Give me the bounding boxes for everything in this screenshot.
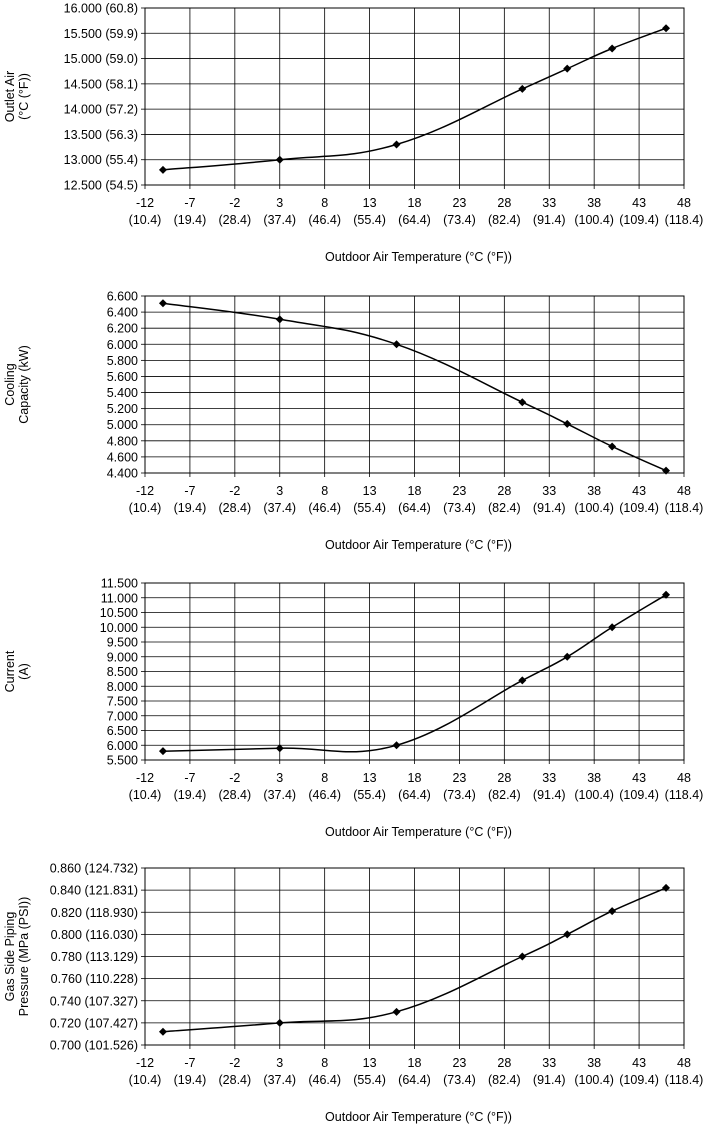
x-tick-sublabel: (64.4) [398, 213, 431, 227]
y-tick-label: 0.700 (101.526) [49, 1038, 138, 1053]
y-tick-label: 5.800 [106, 353, 138, 368]
y-tick-label: 0.740 (107.327) [49, 994, 138, 1009]
x-tick-label: 43 [632, 484, 647, 498]
x-tick-sublabel: (37.4) [263, 788, 297, 802]
x-tick-label: 18 [407, 484, 422, 498]
x-axis-title: Outdoor Air Temperature (°C (°F)) [325, 250, 512, 264]
x-tick-label: 28 [497, 484, 512, 498]
y-tick-label: 12.500 (54.5) [63, 178, 138, 193]
y-axis-title-line: Gas Side Piping [3, 911, 17, 1002]
y-tick-label: 8.500 [106, 665, 138, 679]
x-axis-title: Outdoor Air Temperature (°C (°F)) [325, 538, 512, 552]
y-tick-label: 14.500 (58.1) [63, 77, 138, 92]
x-tick-sublabel: (118.4) [664, 501, 704, 515]
y-axis-title [3, 71, 31, 122]
x-tick-label: -2 [229, 196, 241, 210]
y-tick-label: 6.400 [106, 305, 138, 320]
y-tick-label: 15.000 (59.0) [63, 52, 138, 67]
y-axis-title [3, 650, 31, 692]
current-chart-svg [0, 575, 705, 850]
x-tick-label: 38 [587, 484, 602, 498]
x-tick-label: 18 [407, 196, 422, 210]
x-tick-sublabel: (19.4) [173, 213, 207, 227]
x-axis-title: Outdoor Air Temperature (°C (°F)) [325, 825, 512, 839]
x-tick-label: 33 [542, 196, 557, 210]
x-tick-label: 23 [452, 484, 467, 498]
y-tick-label: 14.000 (57.2) [63, 102, 138, 117]
data-point-marker [662, 884, 670, 892]
y-tick-label: 0.840 (121.831) [49, 883, 138, 898]
x-tick-label: 28 [497, 771, 512, 785]
x-tick-sublabel: (82.4) [488, 501, 521, 515]
x-tick-label: 38 [587, 771, 602, 785]
y-tick-label: 0.860 (124.732) [49, 861, 138, 876]
x-tick-sublabel: (64.4) [398, 1073, 431, 1087]
y-axis-title-line: Outlet Air [3, 70, 17, 123]
cooling-capacity-chart [0, 288, 705, 563]
y-tick-label: 6.500 [106, 724, 138, 738]
y-tick-label: 11.500 [100, 576, 138, 591]
x-tick-sublabel: (10.4) [128, 501, 162, 515]
x-tick-label: -2 [229, 484, 241, 498]
y-tick-label: 0.780 (113.129) [50, 950, 138, 964]
y-tick-label: 5.000 [106, 418, 138, 433]
y-tick-label: 6.600 [106, 289, 138, 304]
y-axis-title-line: Capacity (kW) [17, 345, 31, 424]
y-tick-label: 6.000 [106, 738, 138, 753]
x-tick-sublabel: (100.4) [574, 213, 614, 227]
data-point-marker [393, 340, 401, 348]
x-tick-label: 23 [452, 196, 467, 210]
x-tick-label: 43 [632, 196, 647, 210]
x-tick-sublabel: (82.4) [488, 1073, 521, 1087]
x-tick-sublabel: (73.4) [443, 788, 476, 802]
x-tick-sublabel: (28.4) [218, 501, 252, 515]
y-tick-label: 6.000 [106, 337, 138, 352]
x-tick-label: -12 [135, 196, 155, 210]
data-point-marker [608, 907, 616, 915]
data-point-marker [276, 315, 284, 323]
x-tick-label: -7 [184, 484, 196, 498]
x-tick-sublabel: (10.4) [128, 1073, 162, 1087]
y-tick-label: 10.500 [99, 606, 138, 620]
x-tick-sublabel: (10.4) [128, 788, 162, 802]
x-tick-sublabel: (46.4) [308, 1073, 341, 1087]
data-point-marker [563, 65, 571, 73]
gas-pressure-chart-svg [0, 860, 705, 1134]
y-tick-label: 4.600 [106, 450, 138, 465]
cooling-capacity-chart-svg [0, 288, 705, 563]
x-tick-label: 48 [677, 771, 691, 785]
x-tick-sublabel: (100.4) [574, 501, 614, 515]
x-tick-sublabel: (82.4) [488, 788, 521, 802]
data-point-marker [608, 623, 616, 631]
x-tick-sublabel: (55.4) [353, 1073, 386, 1087]
x-tick-sublabel: (109.4) [619, 213, 659, 227]
y-axis-title-line: Cooling [3, 363, 17, 406]
y-axis-title-line: (A) [17, 663, 31, 680]
x-tick-label: 23 [452, 771, 467, 785]
x-tick-sublabel: (91.4) [532, 788, 566, 802]
x-tick-label: 3 [276, 196, 284, 210]
y-axis-title-line: (°C (°F)) [17, 73, 31, 120]
y-tick-label: 16.000 (60.8) [63, 1, 138, 16]
x-tick-sublabel: (109.4) [619, 1073, 659, 1087]
x-tick-sublabel: (91.4) [532, 501, 566, 515]
data-point-marker [608, 442, 616, 450]
y-tick-label: 4.400 [106, 466, 138, 481]
x-tick-sublabel: (91.4) [532, 1073, 566, 1087]
x-tick-sublabel: (118.4) [664, 213, 704, 227]
x-tick-label: 23 [452, 1056, 467, 1070]
y-tick-label: 7.500 [106, 694, 138, 709]
data-point-marker [159, 747, 167, 755]
x-tick-label: 43 [632, 771, 647, 785]
x-tick-label: 13 [362, 484, 377, 498]
x-tick-label: -12 [135, 1056, 155, 1070]
data-point-marker [159, 299, 167, 307]
outlet-air-chart [0, 0, 705, 275]
y-tick-label: 0.720 (107.427) [49, 1016, 138, 1031]
data-point-marker [276, 1019, 284, 1027]
x-tick-sublabel: (19.4) [173, 1073, 207, 1087]
x-tick-label: 48 [677, 196, 691, 210]
y-tick-label: 15.500 (59.9) [63, 26, 138, 41]
x-tick-label: 48 [677, 484, 691, 498]
y-axis-title-line: Current [3, 650, 17, 693]
x-tick-sublabel: (73.4) [443, 501, 476, 515]
x-tick-label: 28 [497, 196, 512, 210]
x-axis-title: Outdoor Air Temperature (°C (°F)) [325, 1110, 512, 1124]
x-tick-label: 28 [497, 1056, 512, 1070]
x-tick-label: -12 [135, 484, 155, 498]
y-tick-label: 0.800 (116.030) [50, 927, 138, 942]
x-tick-sublabel: (19.4) [173, 501, 207, 515]
y-tick-label: 13.000 (55.4) [63, 153, 138, 168]
y-axis-title-line: Pressure (MPa (PSI)) [17, 896, 31, 1017]
x-tick-label: 18 [407, 1056, 422, 1070]
y-tick-label: 6.200 [106, 321, 138, 336]
x-tick-label: 13 [362, 196, 377, 210]
x-tick-label: -12 [135, 771, 155, 785]
x-tick-label: 3 [276, 484, 284, 498]
x-tick-sublabel: (109.4) [619, 501, 659, 515]
x-tick-sublabel: (64.4) [398, 501, 431, 515]
x-tick-sublabel: (100.4) [574, 788, 614, 802]
x-tick-label: 18 [407, 771, 422, 785]
x-tick-label: 8 [321, 484, 329, 498]
y-tick-label: 13.500 (56.3) [63, 127, 138, 142]
y-axis-title [3, 897, 31, 1016]
x-tick-sublabel: (46.4) [308, 501, 341, 515]
y-axis-title [3, 345, 31, 423]
x-tick-sublabel: (73.4) [443, 213, 476, 227]
data-point-marker [608, 44, 616, 52]
x-tick-sublabel: (46.4) [308, 213, 341, 227]
data-point-marker [518, 676, 526, 684]
y-tick-label: 11.000 [100, 591, 138, 606]
current-chart [0, 575, 705, 850]
data-point-marker [159, 166, 167, 174]
data-point-marker [393, 741, 401, 749]
y-tick-label: 0.820 (118.930) [50, 905, 138, 920]
x-tick-sublabel: (28.4) [218, 1073, 252, 1087]
x-tick-sublabel: (55.4) [353, 213, 386, 227]
x-tick-label: 8 [321, 196, 329, 210]
y-tick-label: 8.000 [106, 679, 138, 694]
x-tick-label: 38 [587, 1056, 602, 1070]
data-point-marker [563, 420, 571, 428]
x-tick-sublabel: (37.4) [263, 213, 297, 227]
data-point-marker [276, 156, 284, 164]
x-tick-label: -7 [184, 771, 196, 785]
x-tick-label: 48 [677, 1056, 691, 1070]
x-tick-label: 13 [362, 1056, 377, 1070]
x-tick-label: 13 [362, 771, 377, 785]
x-tick-sublabel: (55.4) [353, 501, 386, 515]
x-tick-sublabel: (100.4) [574, 1073, 614, 1087]
x-tick-sublabel: (109.4) [619, 788, 659, 802]
x-tick-sublabel: (91.4) [532, 213, 566, 227]
y-tick-label: 5.500 [106, 753, 138, 768]
outlet-air-chart-svg [0, 0, 705, 275]
x-tick-sublabel: (37.4) [263, 501, 297, 515]
x-tick-label: 38 [587, 196, 602, 210]
x-tick-sublabel: (46.4) [308, 788, 341, 802]
x-tick-sublabel: (118.4) [664, 788, 704, 802]
data-point-marker [159, 1028, 167, 1036]
data-point-marker [563, 653, 571, 661]
x-tick-sublabel: (118.4) [664, 1073, 704, 1087]
x-tick-sublabel: (10.4) [128, 213, 162, 227]
x-tick-sublabel: (28.4) [218, 788, 252, 802]
x-tick-sublabel: (82.4) [488, 213, 521, 227]
data-point-marker [393, 1008, 401, 1016]
x-tick-label: 33 [542, 771, 557, 785]
data-point-marker [518, 398, 526, 406]
x-tick-label: 33 [542, 484, 557, 498]
y-tick-label: 10.000 [99, 620, 138, 635]
x-tick-sublabel: (37.4) [263, 1073, 297, 1087]
y-tick-label: 9.500 [106, 635, 138, 650]
x-tick-label: 3 [276, 1056, 284, 1070]
x-tick-label: -7 [184, 1056, 196, 1070]
x-tick-sublabel: (73.4) [443, 1073, 476, 1087]
data-point-marker [518, 953, 526, 961]
data-point-marker [563, 930, 571, 938]
x-tick-sublabel: (19.4) [173, 788, 207, 802]
data-point-marker [393, 141, 401, 149]
x-tick-sublabel: (64.4) [398, 788, 431, 802]
y-tick-label: 5.200 [106, 402, 138, 417]
x-tick-label: 8 [321, 771, 329, 785]
x-tick-label: 33 [542, 1056, 557, 1070]
y-tick-label: 5.600 [106, 369, 138, 384]
y-tick-label: 7.000 [106, 709, 138, 724]
data-point-marker [662, 24, 670, 32]
x-tick-sublabel: (55.4) [353, 788, 386, 802]
gas-pressure-chart [0, 860, 705, 1134]
x-tick-label: 43 [632, 1056, 647, 1070]
data-point-marker [518, 85, 526, 93]
x-tick-label: -2 [229, 771, 241, 785]
y-tick-label: 4.800 [106, 434, 138, 449]
x-tick-label: 3 [276, 771, 284, 785]
y-tick-label: 0.760 (110.228) [50, 972, 138, 987]
x-tick-sublabel: (28.4) [218, 213, 252, 227]
y-tick-label: 9.000 [106, 650, 138, 665]
x-tick-label: -7 [184, 196, 196, 210]
y-tick-label: 5.400 [106, 386, 138, 401]
x-tick-label: 8 [321, 1056, 329, 1070]
x-tick-label: -2 [229, 1056, 241, 1070]
